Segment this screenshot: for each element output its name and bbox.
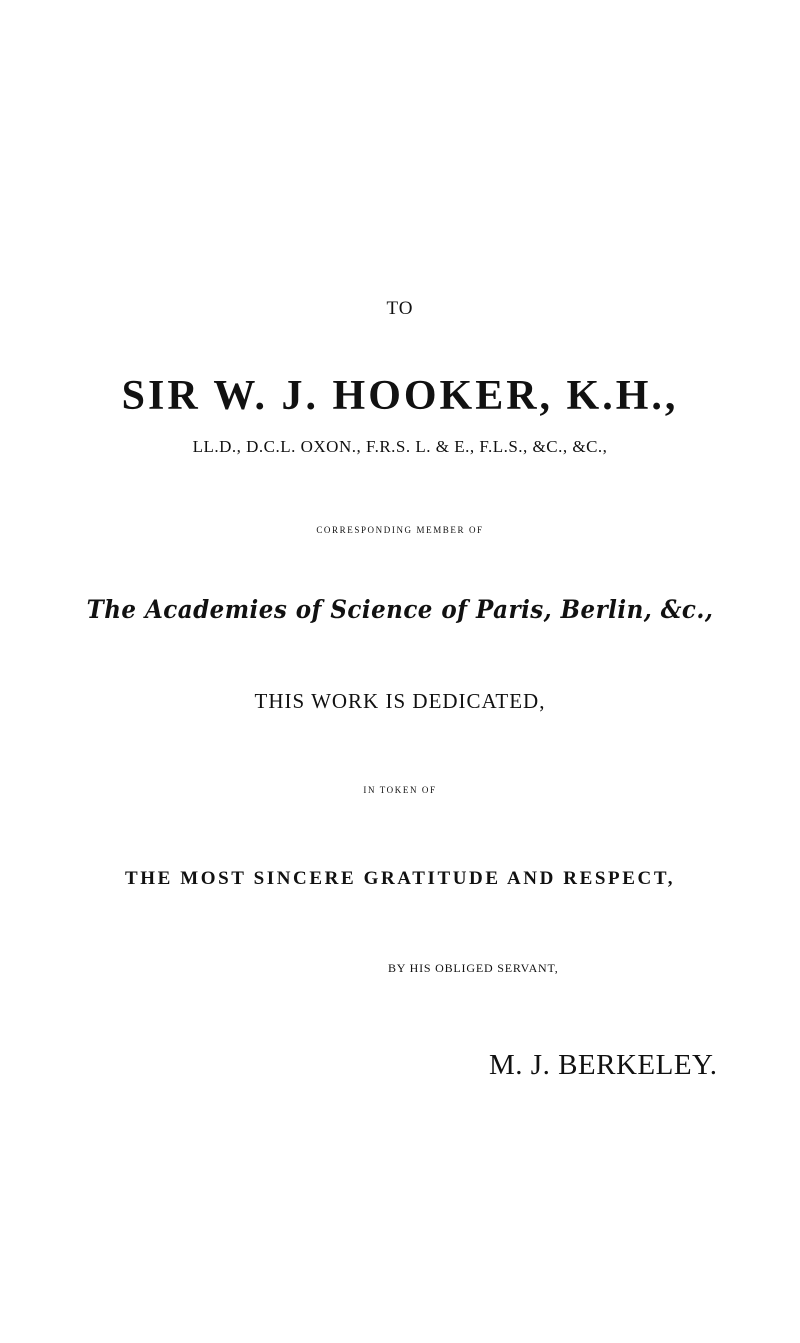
academies-line: The Academies of Science of Paris, Berlin, &c., bbox=[86, 595, 714, 624]
recipient-degrees: LL.D., D.C.L. OXON., F.R.S. L. & E., F.L.S., &C., &C., bbox=[192, 437, 608, 456]
servant-line: BY HIS OBLIGED SERVANT, bbox=[388, 961, 559, 975]
dedication-statement: THIS WORK IS DEDICATED, bbox=[254, 689, 546, 713]
corresponding-member-line: CORRESPONDING MEMBER OF bbox=[316, 525, 484, 535]
in-token-of-line: IN TOKEN OF bbox=[363, 785, 437, 795]
to-heading: TO bbox=[386, 298, 414, 319]
gratitude-line: THE MOST SINCERE GRATITUDE AND RESPECT, bbox=[124, 868, 676, 889]
recipient-name: SIR W. J. HOOKER, K.H., bbox=[121, 373, 679, 419]
author-signature: M. J. BERKELEY. bbox=[489, 1049, 718, 1081]
